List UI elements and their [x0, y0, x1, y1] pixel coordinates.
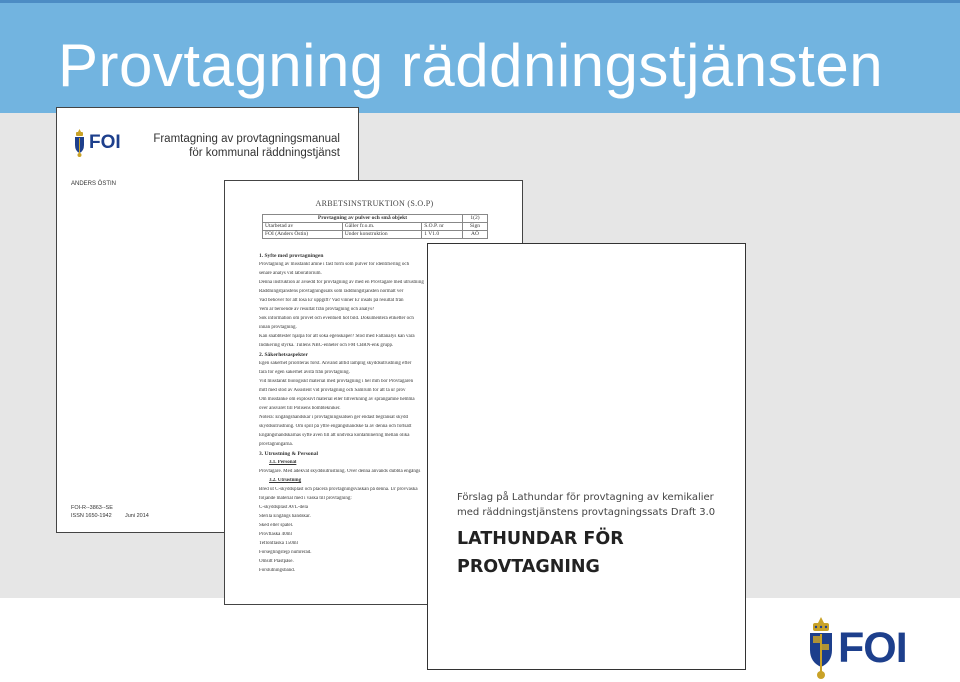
report-issn: ISSN 1650-1942 — [71, 513, 112, 519]
title-band — [0, 0, 960, 113]
title-line: LATHUNDAR FÖR — [457, 529, 624, 549]
sop-paragraph-line: innan provtagning. — [259, 325, 297, 330]
report-heading-line: för kommunal räddningstjänst — [189, 147, 340, 159]
report-number: FOI-R--3863--SE — [71, 505, 113, 511]
sop-paragraph-line: senare analys vid laboratorium. — [259, 271, 322, 276]
table-cell: Sign — [462, 223, 487, 231]
sop-paragraph-line: Engångshandskarnas syfte även till att undvika kontaminering mellan olika — [259, 433, 410, 438]
subtitle-line: Förslag på Lathundar för provtagning av kemikalier — [457, 492, 714, 503]
foi-logo-text: FOI — [838, 623, 907, 672]
sop-paragraph-line: provtagningarna. — [259, 442, 294, 447]
sop-paragraph-line: Räddningstjänstens provtagningssats som räddningstjänsten normalt ver — [259, 289, 404, 294]
foi-logo-text: FOI — [89, 132, 121, 153]
foi-logo — [806, 616, 907, 680]
sop-paragraph-line: Provtagning av misstänkt ämne i fast form som pulver för identifiering och — [259, 262, 410, 267]
sop-paragraph-line: Vid misstänkt biologiskt material med provtagning i hel mm bör Provtagaren — [259, 379, 414, 384]
sop-paragraph-line: skyddsutrustning. Om spill på yttre engångshandske ta av denna och fortsätt — [259, 424, 412, 429]
sop-paragraph-line: Notera: Engångshandskar i provtagningssatsen ger endast begränsat skydd — [259, 415, 408, 420]
sop-title: ARBETSINSTRUKTION (S.O.P) — [315, 199, 434, 208]
sop-section-heading: 3.2. Utrustning — [269, 478, 302, 483]
table-cell: 1 V1.0 — [422, 231, 463, 239]
table-cell: Utarbetad av — [263, 223, 343, 231]
sop-section-heading: 3.1. Personal — [269, 460, 297, 465]
report-footer — [71, 504, 149, 520]
sop-paragraph-line: Indikering styrka. Tullens NBC-enheter och FM CBRN-enk grupp. — [259, 343, 394, 348]
sop-paragraph-line: fara för egen säkerhet avstå från provtagning. — [259, 370, 350, 375]
sop-paragraph-line: Denna instruktion är avsedd för provtagning av med en Provtagare med utrustning — [259, 280, 424, 285]
table-cell: AÖ — [462, 231, 487, 239]
sop-header-table — [262, 214, 488, 239]
sop-paragraph-line: Bred ut C-skyddsplast och placera provtagningsväskan på denna. Ur provväska — [259, 487, 418, 492]
lathundar-cover-document — [427, 243, 746, 670]
sop-paragraph-line: följande material med i väska till provtagning: — [259, 496, 352, 501]
sop-paragraph-line: Sterila Engångs handskar. — [259, 514, 311, 519]
sop-paragraph-line: Sök information om provet och eventuell hot bild. Dokumentera etiketter och — [259, 316, 414, 321]
subtitle-line: med räddningstjänstens provtagningssats Draft 3.0 — [457, 507, 716, 518]
table-cell: Under konstruktion — [342, 231, 421, 239]
foi-logo-small — [73, 128, 121, 158]
report-heading — [153, 132, 340, 160]
table-cell: FOI (Anders Östin) — [263, 231, 343, 239]
report-date: Juni 2014 — [125, 513, 149, 519]
sop-paragraph-line: Förslutningsband. — [259, 568, 295, 573]
sop-paragraph-line: Sked eller spatel. — [259, 523, 294, 528]
report-author: ANDERS ÖSTIN — [71, 181, 117, 187]
table-cell: 1(2) — [462, 215, 487, 223]
sop-section-heading: 2. Säkerhetsaspekter — [259, 352, 308, 358]
crest-icon — [73, 128, 86, 158]
sop-paragraph-line: mitt med stöd av Assistent vid provtagning och Samrum för att ta ur prov — [259, 388, 406, 393]
sop-paragraph-line: Kan snabbtester hjälpa för att söka egenskaper? Stöd med Fältanalys kan vara — [259, 334, 415, 339]
sop-paragraph-line: Om misstanke om explosivt material eller tillverkning av sprängämne hemma — [259, 397, 415, 402]
sop-paragraph-line: Teflonflaska 150ml — [259, 541, 298, 546]
lathundar-subtitle — [457, 490, 715, 520]
crest-icon — [806, 616, 836, 680]
sop-paragraph-line: Provtagare. Med adekvat skyddsutrustning. Över denna används dubbla engångs — [259, 469, 421, 474]
sop-paragraph-line: Vad behöver för att lösa Er uppgift? Vad vinner Er insats på resultat från — [259, 298, 404, 303]
sop-paragraph-line: C-skyddsplast AVL-dela — [259, 505, 308, 510]
table-cell: Provtagning av pulver och små objekt — [263, 215, 463, 223]
sop-paragraph-line: Egen säkerhet prioriteras först. Använd alltid lämplig skyddsutrustning efter — [259, 361, 412, 366]
sop-paragraph-line: Förseglingstejp numrerad. — [259, 550, 312, 555]
report-heading-line: Framtagning av provtagningsmanual — [153, 133, 340, 145]
sop-paragraph-line: Vem är beroende av resultat från provtagning och analys? — [259, 307, 375, 312]
title-line: PROVTAGNING — [457, 557, 600, 577]
table-cell: S.O.P. nr — [422, 223, 463, 231]
sop-paragraph-line: över ansvaret till Polisens bombtekniker. — [259, 406, 341, 411]
table-cell: Gäller fr.o.m. — [342, 223, 421, 231]
sop-section-heading: 1. Syfte med provtagningen — [259, 253, 324, 259]
sop-section-heading: 3. Utrustning & Personal — [259, 451, 318, 457]
sop-paragraph-line: Omsitt Plastpåse. — [259, 559, 294, 564]
sop-paragraph-line: Provflaska 40ml — [259, 532, 292, 537]
lathundar-title — [457, 525, 624, 581]
slide-title: Provtagning räddningstjänsten — [58, 32, 884, 99]
